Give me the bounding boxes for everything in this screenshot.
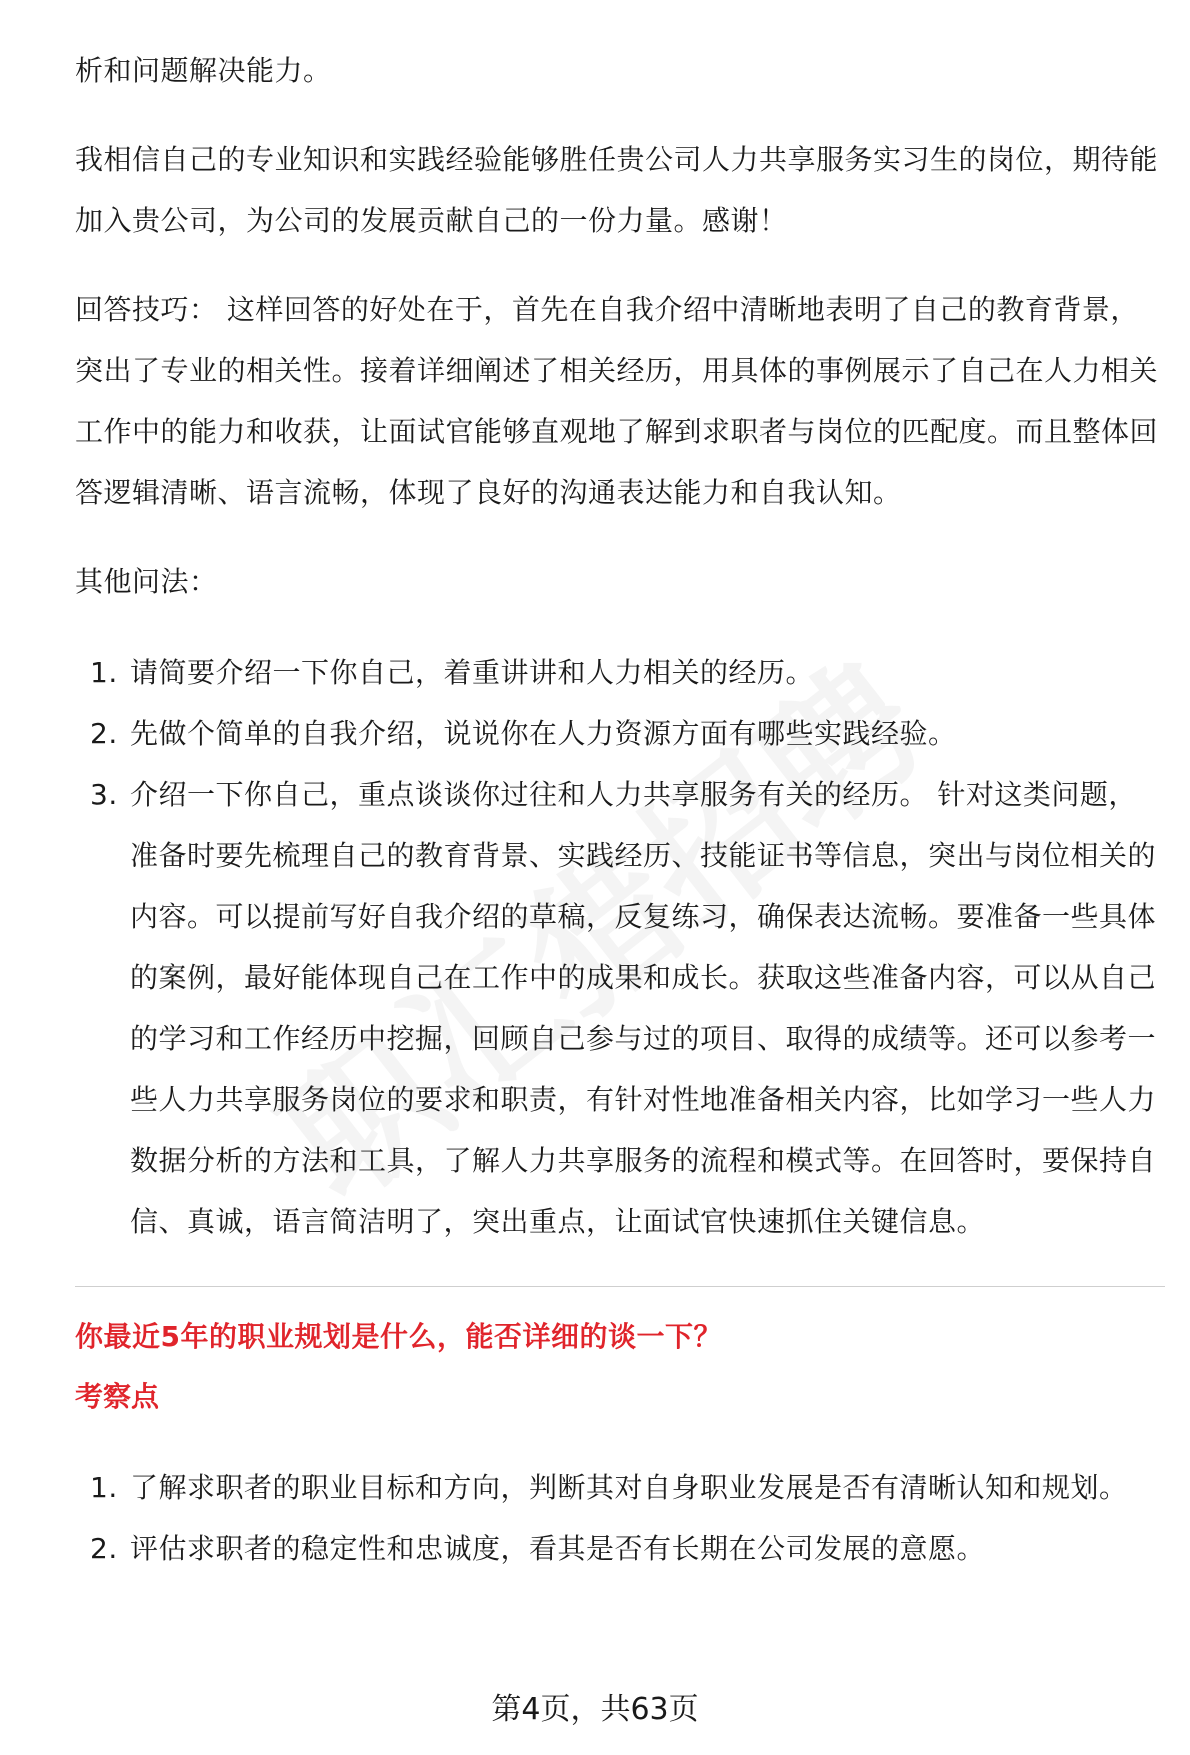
alternate-questions-list xyxy=(75,642,1165,1252)
page-number-footer: 第4页，共63页 xyxy=(491,1692,699,1727)
list-item-number: 1. xyxy=(90,1471,118,1504)
paragraph-other-questions-heading: 其他问法： xyxy=(75,565,218,598)
list-item-number: 2. xyxy=(90,1532,118,1565)
question-title: 你最近5年的职业规划是什么，能否详细的谈一下？ xyxy=(75,1320,722,1353)
list-item-text: 介绍一下你自己，重点谈谈你过往和人力共享服务有关的经历。 针对这类问题，准备时要先梳理自己的教育背景、实践经历、技能证书等信息，突出与岗位相关的内容。可以提前写好自我介绍的草稿，反复练习，确保表达流畅。要准备一些具体的案例，最好能体现自己在工作中的成果和成长。获取这些准备内容，可以从自己的学习和工作经历中挖掘，回顾自己参与过的项目、取得的成绩等。还可以参考一些人力共享服务岗位的要求和职责，有针对性地准备相关内容，比如学习一些人力数据分析的方法和工具，了解人力共享服务的流程和模式等。在回答时，要保持自信、真诚，语言简洁明了，突出重点，让面试官快速抓住关键信息。 xyxy=(130,778,1157,1238)
list-item xyxy=(75,703,1165,764)
list-item-text: 请简要介绍一下你自己，着重讲讲和人力相关的经历。 xyxy=(130,656,815,689)
list-item-number: 2. xyxy=(90,717,118,750)
section-divider xyxy=(75,1286,1165,1287)
list-item-number: 3. xyxy=(90,778,118,811)
list-item xyxy=(75,1518,1165,1579)
list-item xyxy=(75,642,1165,703)
page-content xyxy=(75,40,1165,1579)
list-item-text: 了解求职者的职业目标和方向，判断其对自身职业发展是否有清晰认知和规划。 xyxy=(130,1471,1128,1504)
paragraph-continuation: 析和问题解决能力。 xyxy=(75,54,332,87)
paragraph-answer-tips: 回答技巧： 这样回答的好处在于，首先在自我介绍中清晰地表明了自己的教育背景，突出了专业的相关性。接着详细阐述了相关经历，用具体的事例展示了自己在人力相关工作中的能力和收获，让面试官能够直观地了解到求职者与岗位的匹配度。而且整体回答逻辑清晰、语言流畅，体现了良好的沟通表达能力和自我认知。 xyxy=(75,293,1159,509)
list-item-number: 1. xyxy=(90,656,118,689)
list-item xyxy=(75,1457,1165,1518)
assessment-points-list xyxy=(75,1457,1165,1579)
list-item-text: 先做个简单的自我介绍，说说你在人力资源方面有哪些实践经验。 xyxy=(130,717,957,750)
list-item xyxy=(75,764,1165,1252)
list-item-text: 评估求职者的稳定性和忠诚度，看其是否有长期在公司发展的意愿。 xyxy=(130,1532,986,1565)
paragraph-closing-statement: 我相信自己的专业知识和实践经验能够胜任贵公司人力共享服务实习生的岗位，期待能加入贵公司，为公司的发展贡献自己的一份力量。感谢！ xyxy=(75,143,1159,237)
question-subtitle: 考察点 xyxy=(75,1380,160,1413)
